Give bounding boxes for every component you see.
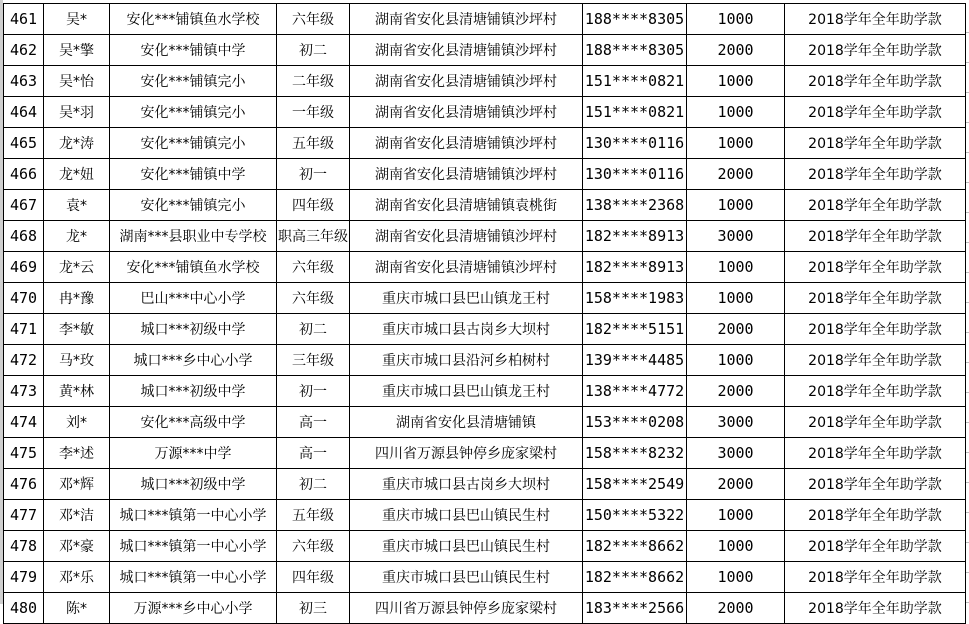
cell-row-number[interactable]: 479 xyxy=(4,562,44,593)
cell-amount[interactable]: 3000 xyxy=(687,221,785,252)
cell-address[interactable]: 重庆市城口县古岗乡大坝村 xyxy=(350,314,583,345)
cell-remark[interactable]: 2018学年全年助学款 xyxy=(785,562,966,593)
cell-row-number[interactable]: 472 xyxy=(4,345,44,376)
cell-grade[interactable]: 二年级 xyxy=(277,66,350,97)
cell-amount[interactable]: 1000 xyxy=(687,4,785,35)
cell-school[interactable]: 万源***乡中心小学 xyxy=(110,593,277,624)
cell-address[interactable]: 重庆市城口县古岗乡大坝村 xyxy=(350,469,583,500)
cell-address[interactable]: 重庆市城口县巴山镇民生村 xyxy=(350,562,583,593)
cell-grade[interactable]: 初一 xyxy=(277,159,350,190)
cell-school[interactable]: 湖南***县职业中专学校 xyxy=(110,221,277,252)
cell-remark[interactable]: 2018学年全年助学款 xyxy=(785,283,966,314)
cell-student-name[interactable]: 邓*豪 xyxy=(44,531,110,562)
cell-address[interactable]: 湖南省安化县清塘铺镇沙坪村 xyxy=(350,66,583,97)
table-row xyxy=(4,190,966,221)
cell-address[interactable]: 重庆市城口县巴山镇民生村 xyxy=(350,500,583,531)
table-row xyxy=(4,469,966,500)
cell-phone[interactable]: 130****0116 xyxy=(583,159,687,190)
table-row xyxy=(4,4,966,35)
cell-school[interactable]: 安化***铺镇鱼水学校 xyxy=(110,252,277,283)
cell-amount[interactable]: 2000 xyxy=(687,376,785,407)
cell-row-number[interactable]: 478 xyxy=(4,531,44,562)
table-row xyxy=(4,345,966,376)
cell-address[interactable]: 湖南省安化县清塘铺镇沙坪村 xyxy=(350,97,583,128)
cell-school[interactable]: 安化***铺镇完小 xyxy=(110,97,277,128)
cell-address[interactable]: 湖南省安化县清塘铺镇 xyxy=(350,407,583,438)
cell-phone[interactable]: 158****2549 xyxy=(583,469,687,500)
cell-student-name[interactable]: 袁* xyxy=(44,190,110,221)
cell-amount[interactable]: 2000 xyxy=(687,469,785,500)
cell-school[interactable]: 安化***铺镇完小 xyxy=(110,128,277,159)
cell-remark[interactable]: 2018学年全年助学款 xyxy=(785,500,966,531)
cell-address[interactable]: 四川省万源县钟停乡庞家梁村 xyxy=(350,438,583,469)
cell-phone[interactable]: 182****8662 xyxy=(583,531,687,562)
cell-row-number[interactable]: 475 xyxy=(4,438,44,469)
cell-amount[interactable]: 1000 xyxy=(687,562,785,593)
cell-row-number[interactable]: 467 xyxy=(4,190,44,221)
cell-remark[interactable]: 2018学年全年助学款 xyxy=(785,345,966,376)
cell-amount[interactable]: 1000 xyxy=(687,66,785,97)
table-row xyxy=(4,531,966,562)
cell-remark[interactable]: 2018学年全年助学款 xyxy=(785,128,966,159)
cell-school[interactable]: 城口***镇第一中心小学 xyxy=(110,500,277,531)
cell-grade[interactable]: 初一 xyxy=(277,376,350,407)
cell-address[interactable]: 湖南省安化县清塘铺镇袁桃街 xyxy=(350,190,583,221)
table-row xyxy=(4,283,966,314)
cell-address[interactable]: 重庆市城口县巴山镇龙王村 xyxy=(350,283,583,314)
cell-remark[interactable]: 2018学年全年助学款 xyxy=(785,35,966,66)
cell-student-name[interactable]: 龙*妞 xyxy=(44,159,110,190)
cell-student-name[interactable]: 刘* xyxy=(44,407,110,438)
cell-student-name[interactable]: 龙* xyxy=(44,221,110,252)
cell-remark[interactable]: 2018学年全年助学款 xyxy=(785,376,966,407)
cell-address[interactable]: 重庆市城口县沿河乡柏树村 xyxy=(350,345,583,376)
cell-address[interactable]: 湖南省安化县清塘铺镇沙坪村 xyxy=(350,4,583,35)
cell-student-name[interactable]: 冉*豫 xyxy=(44,283,110,314)
cell-grade[interactable]: 六年级 xyxy=(277,252,350,283)
cell-address[interactable]: 湖南省安化县清塘铺镇沙坪村 xyxy=(350,159,583,190)
cell-address[interactable]: 四川省万源县钟停乡庞家梁村 xyxy=(350,593,583,624)
cell-grade[interactable]: 高一 xyxy=(277,438,350,469)
cell-student-name[interactable]: 李*敏 xyxy=(44,314,110,345)
cell-address[interactable]: 重庆市城口县巴山镇民生村 xyxy=(350,531,583,562)
cell-student-name[interactable]: 吴*怡 xyxy=(44,66,110,97)
cell-amount[interactable]: 1000 xyxy=(687,97,785,128)
cell-phone[interactable]: 151****0821 xyxy=(583,66,687,97)
cell-remark[interactable]: 2018学年全年助学款 xyxy=(785,159,966,190)
cell-student-name[interactable]: 邓*乐 xyxy=(44,562,110,593)
cell-address[interactable]: 湖南省安化县清塘铺镇沙坪村 xyxy=(350,128,583,159)
cell-address[interactable]: 湖南省安化县清塘铺镇沙坪村 xyxy=(350,221,583,252)
cell-student-name[interactable]: 吴*羽 xyxy=(44,97,110,128)
cell-amount[interactable]: 1000 xyxy=(687,128,785,159)
cell-phone[interactable]: 183****2566 xyxy=(583,593,687,624)
cell-remark[interactable]: 2018学年全年助学款 xyxy=(785,314,966,345)
cell-grade[interactable]: 职高三年级 xyxy=(277,221,350,252)
table-row xyxy=(4,128,966,159)
cell-amount[interactable]: 2000 xyxy=(687,35,785,66)
cell-amount[interactable]: 1000 xyxy=(687,252,785,283)
cell-grade[interactable]: 五年级 xyxy=(277,500,350,531)
cell-grade[interactable]: 一年级 xyxy=(277,97,350,128)
cell-grade[interactable]: 六年级 xyxy=(277,283,350,314)
cell-phone[interactable]: 158****8232 xyxy=(583,438,687,469)
cell-phone[interactable]: 130****0116 xyxy=(583,128,687,159)
cell-row-number[interactable]: 466 xyxy=(4,159,44,190)
cell-grade[interactable]: 初二 xyxy=(277,469,350,500)
table-row xyxy=(4,97,966,128)
cell-row-number[interactable]: 468 xyxy=(4,221,44,252)
cell-school[interactable]: 巴山***中心小学 xyxy=(110,283,277,314)
table-row xyxy=(4,314,966,345)
cell-phone[interactable]: 138****4772 xyxy=(583,376,687,407)
cell-grade[interactable]: 三年级 xyxy=(277,345,350,376)
cell-school[interactable]: 城口***乡中心小学 xyxy=(110,345,277,376)
cell-amount[interactable]: 1000 xyxy=(687,500,785,531)
cell-school[interactable]: 城口***镇第一中心小学 xyxy=(110,531,277,562)
cell-grade[interactable]: 四年级 xyxy=(277,562,350,593)
cell-address[interactable]: 湖南省安化县清塘铺镇沙坪村 xyxy=(350,35,583,66)
cell-grade[interactable]: 六年级 xyxy=(277,531,350,562)
cell-school[interactable]: 城口***初级中学 xyxy=(110,314,277,345)
cell-row-number[interactable]: 462 xyxy=(4,35,44,66)
cell-row-number[interactable]: 471 xyxy=(4,314,44,345)
cell-student-name[interactable]: 邓*辉 xyxy=(44,469,110,500)
cell-phone[interactable]: 150****5322 xyxy=(583,500,687,531)
cell-grade[interactable]: 六年级 xyxy=(277,4,350,35)
cell-remark[interactable]: 2018学年全年助学款 xyxy=(785,221,966,252)
table-row xyxy=(4,593,966,624)
cell-phone[interactable]: 182****8662 xyxy=(583,562,687,593)
table-row xyxy=(4,221,966,252)
cell-school[interactable]: 城口***初级中学 xyxy=(110,469,277,500)
cell-student-name[interactable]: 龙*涛 xyxy=(44,128,110,159)
cell-remark[interactable]: 2018学年全年助学款 xyxy=(785,66,966,97)
table-row xyxy=(4,159,966,190)
cell-student-name[interactable]: 李*述 xyxy=(44,438,110,469)
cell-school[interactable]: 万源***中学 xyxy=(110,438,277,469)
cell-phone[interactable]: 139****4485 xyxy=(583,345,687,376)
cell-remark[interactable]: 2018学年全年助学款 xyxy=(785,531,966,562)
table-row xyxy=(4,376,966,407)
cell-phone[interactable]: 151****0821 xyxy=(583,97,687,128)
cell-grade[interactable]: 初二 xyxy=(277,35,350,66)
cell-grade[interactable]: 高一 xyxy=(277,407,350,438)
cell-phone[interactable]: 188****8305 xyxy=(583,4,687,35)
student-table-body xyxy=(4,4,966,624)
cell-phone[interactable]: 138****2368 xyxy=(583,190,687,221)
cell-school[interactable]: 城口***镇第一中心小学 xyxy=(110,562,277,593)
cell-grade[interactable]: 四年级 xyxy=(277,190,350,221)
table-row xyxy=(4,562,966,593)
cell-student-name[interactable]: 吴* xyxy=(44,4,110,35)
cell-school[interactable]: 安化***铺镇中学 xyxy=(110,159,277,190)
cell-row-number[interactable]: 473 xyxy=(4,376,44,407)
cell-student-name[interactable]: 吴*擎 xyxy=(44,35,110,66)
cell-amount[interactable]: 1000 xyxy=(687,531,785,562)
cell-amount[interactable]: 1000 xyxy=(687,190,785,221)
cell-remark[interactable]: 2018学年全年助学款 xyxy=(785,4,966,35)
cell-student-name[interactable]: 马*玫 xyxy=(44,345,110,376)
cell-student-name[interactable]: 龙*云 xyxy=(44,252,110,283)
cell-school[interactable]: 安化***铺镇鱼水学校 xyxy=(110,4,277,35)
cell-school[interactable]: 安化***高级中学 xyxy=(110,407,277,438)
cell-phone[interactable]: 182****8913 xyxy=(583,221,687,252)
cell-school[interactable]: 城口***初级中学 xyxy=(110,376,277,407)
cell-student-name[interactable]: 陈* xyxy=(44,593,110,624)
table-row xyxy=(4,438,966,469)
cell-school[interactable]: 安化***铺镇完小 xyxy=(110,66,277,97)
cell-grade[interactable]: 五年级 xyxy=(277,128,350,159)
cell-amount[interactable]: 3000 xyxy=(687,438,785,469)
cell-student-name[interactable]: 邓*洁 xyxy=(44,500,110,531)
cell-phone[interactable]: 182****5151 xyxy=(583,314,687,345)
cell-row-number[interactable]: 469 xyxy=(4,252,44,283)
cell-remark[interactable]: 2018学年全年助学款 xyxy=(785,97,966,128)
cell-remark[interactable]: 2018学年全年助学款 xyxy=(785,438,966,469)
cell-remark[interactable]: 2018学年全年助学款 xyxy=(785,252,966,283)
cell-address[interactable]: 湖南省安化县清塘铺镇沙坪村 xyxy=(350,252,583,283)
table-row xyxy=(4,35,966,66)
cell-amount[interactable]: 1000 xyxy=(687,345,785,376)
table-row xyxy=(4,66,966,97)
cell-phone[interactable]: 158****1983 xyxy=(583,283,687,314)
cell-amount[interactable]: 2000 xyxy=(687,593,785,624)
cell-remark[interactable]: 2018学年全年助学款 xyxy=(785,407,966,438)
student-aid-table xyxy=(3,3,966,624)
cell-grade[interactable]: 初三 xyxy=(277,593,350,624)
cell-school[interactable]: 安化***铺镇中学 xyxy=(110,35,277,66)
cell-phone[interactable]: 188****8305 xyxy=(583,35,687,66)
cell-grade[interactable]: 初二 xyxy=(277,314,350,345)
cell-phone[interactable]: 182****8913 xyxy=(583,252,687,283)
cell-row-number[interactable]: 463 xyxy=(4,66,44,97)
cell-remark[interactable]: 2018学年全年助学款 xyxy=(785,593,966,624)
cell-row-number[interactable]: 476 xyxy=(4,469,44,500)
cell-remark[interactable]: 2018学年全年助学款 xyxy=(785,190,966,221)
cell-row-number[interactable]: 464 xyxy=(4,97,44,128)
cell-phone[interactable]: 153****0208 xyxy=(583,407,687,438)
cell-amount[interactable]: 2000 xyxy=(687,314,785,345)
table-row xyxy=(4,252,966,283)
cell-student-name[interactable]: 黄*林 xyxy=(44,376,110,407)
table-row xyxy=(4,407,966,438)
cell-remark[interactable]: 2018学年全年助学款 xyxy=(785,469,966,500)
table-row xyxy=(4,500,966,531)
cell-amount[interactable]: 1000 xyxy=(687,283,785,314)
cell-row-number[interactable]: 461 xyxy=(4,4,44,35)
cell-row-number[interactable]: 470 xyxy=(4,283,44,314)
cell-amount[interactable]: 2000 xyxy=(687,159,785,190)
cell-row-number[interactable]: 480 xyxy=(4,593,44,624)
cell-amount[interactable]: 3000 xyxy=(687,407,785,438)
cell-row-number[interactable]: 474 xyxy=(4,407,44,438)
cell-row-number[interactable]: 465 xyxy=(4,128,44,159)
cell-school[interactable]: 安化***铺镇完小 xyxy=(110,190,277,221)
cell-row-number[interactable]: 477 xyxy=(4,500,44,531)
cell-address[interactable]: 重庆市城口县巴山镇龙王村 xyxy=(350,376,583,407)
